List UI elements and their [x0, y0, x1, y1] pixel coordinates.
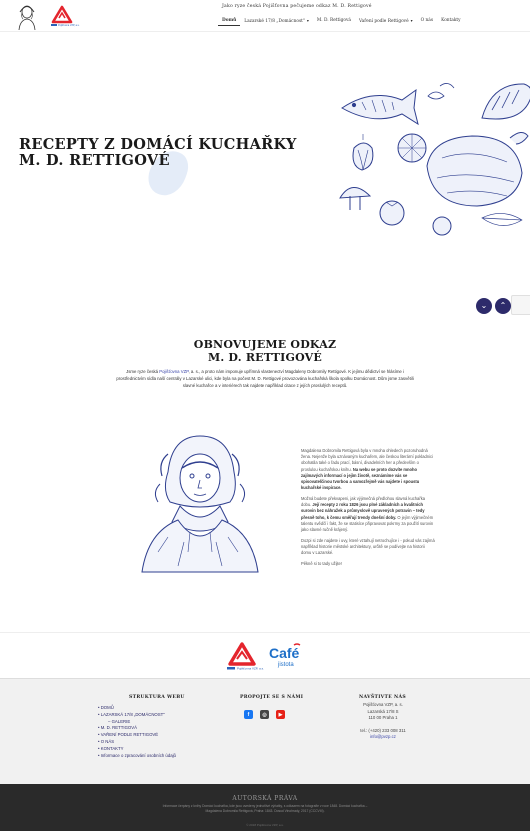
footer-link-about[interactable]: • O NÁS	[98, 739, 176, 746]
footer-link-home[interactable]: • DOMŮ	[98, 705, 176, 712]
hero-title: RECEPTY Z DOMÁCÍ KUCHAŘKY M. D. RETTIGOVÉ	[19, 136, 297, 169]
nav-item-about[interactable]: O nás	[420, 18, 434, 23]
facebook-icon[interactable]: f	[244, 710, 253, 719]
food-illustration	[332, 78, 530, 243]
site-footer	[0, 678, 530, 784]
chevron-down-icon: ▾	[410, 18, 413, 23]
scroll-up-button[interactable]	[495, 298, 511, 314]
chevron-down-icon: ▾	[306, 18, 309, 23]
nav-item-contacts[interactable]: Kontakty	[441, 18, 461, 23]
site-header	[0, 0, 530, 32]
recaptcha-badge[interactable]	[511, 295, 530, 315]
youtube-icon[interactable]: ▶	[276, 710, 285, 719]
footer-link-lazarska[interactable]: • LAZARSKÁ 17/8 „DOMÁCNOST"	[98, 712, 176, 719]
pojistovna-link[interactable]: Pojišťovna VZP	[159, 369, 189, 374]
fish-illustration	[342, 90, 418, 124]
copyright-title: AUTORSKÁ PRÁVA	[232, 795, 298, 802]
contact-company: Pojišťovna VZP, a. s.	[363, 702, 403, 707]
contact-email[interactable]: info@pvzp.cz	[370, 734, 396, 740]
garlic-illustration	[353, 134, 373, 170]
contact-phone[interactable]: tel.: (+420) 233 008 311	[360, 727, 406, 733]
contact-street: Lazarská 17/8 S	[367, 708, 399, 714]
intro-text: Jsme ryze česká Pojišťovna VZP, a. s., a proto nám imponuje upřímná vlastenectví Magdaleny Dobromily Rettigové. K jejímu dědictví se hlásíme i prostřednictvím sídla naší centrály v Lazarské ulici, kde byla na počest M. D. Rettigové provozována kuchařská škola spolku Domácnost. Dům jsme zasvětili slavné kuchařce a v interiérech tak najdete například citace z jejích proslulých receptů.	[116, 369, 414, 388]
instagram-icon[interactable]: ◎	[260, 710, 269, 719]
lemon-illustration	[398, 134, 426, 162]
copyright-text: Informace čerpány z knihy Domácí kuchařka, kde jsou uvedeny jednotlivé výňatky, s odkazem na fotografie v roce 1848. Domácí kuchařka – Magdalena Dobromila Rettigová, Praha: 1843. Dosud Vinohrady, 2017 (CCCVIII).	[162, 804, 368, 813]
footer-contact	[353, 702, 413, 741]
footer-structure-title: STRUKTURA WEBU	[129, 695, 185, 700]
partner-caption: Pojišťovna VZP, a.s.	[237, 666, 264, 671]
footer-link-cooking[interactable]: • VAŘENÍ PODLE RETTIGOVÉ	[98, 732, 176, 739]
bread-illustration	[482, 84, 530, 119]
tomato-illustration	[380, 201, 451, 235]
roast-chicken-illustration	[427, 132, 528, 206]
contact-city: 110 00 Praha 1	[368, 715, 398, 721]
social-links	[244, 710, 285, 719]
footer-visit-title: NAVŠTIVTE NÁS	[359, 695, 406, 700]
biography-text	[301, 448, 435, 571]
intro-title: OBNOVUJEME ODKAZ M. D. RETTIGOVÉ	[193, 338, 337, 364]
footer-link-privacy[interactable]: • Informace o zpracování osobních údajů	[98, 753, 176, 760]
footer-social-title: PROPOJTE SE S NÁMI	[240, 695, 304, 700]
jistota-word: jistota	[278, 662, 294, 668]
bio-closing: Pěkně si to tady užijte!	[301, 560, 342, 566]
bio-paragraph: Magdalena Dobromila Rettigová byla v mnoha ohledech pozoruhodná žena. Nejenže byla uznávaným kuchařem, ale českou literární pokladnici obohatila také o řadu prací, básní, divadelních her a především o proslulou kuchařskou knihu. Na webu se proto dozvíte mnoho zajímavých informací o jejím životě, seznámíme vás se spisovatelčinou tvorbou a samozřejmě vás najdete i spoustu kuchařské inspirace.	[301, 448, 433, 491]
chevron-down-icon: ⌄	[480, 301, 488, 310]
scroll-down-button[interactable]	[476, 298, 492, 314]
rettigova-portrait	[138, 432, 262, 572]
copyright-notice: © 2018 Pojišťovna VZP, a.s.	[246, 823, 284, 827]
footer-link-list	[98, 705, 176, 759]
main-nav	[218, 16, 465, 26]
nav-item-home[interactable]: Domů	[218, 16, 240, 26]
footer-link-gallery[interactable]: – GALERIE	[98, 719, 176, 726]
bio-paragraph: Dozpi si zde najdete i uvy, které vztahují netrochujíce i - pokud vás zajímá například historie městské architektury, určitě se podívejte na historii domu v Lazarské.	[301, 537, 435, 556]
mushroom-illustration	[340, 187, 370, 210]
pojistovna-vzp-logo[interactable]	[224, 640, 264, 673]
footer-link-contacts[interactable]: • KONTAKTY	[98, 746, 176, 753]
nav-item-lazarska[interactable]: Lazarské 17/8 „Domácnost" ▾	[244, 18, 309, 24]
partners-strip	[0, 632, 530, 678]
copyright-bar	[0, 784, 530, 831]
rettigova-portrait-logo[interactable]	[16, 3, 38, 30]
pojistovna-vzp-logo[interactable]	[49, 4, 80, 28]
header-tagline: Jako ryze česká Pojišťovna pečujeme odkaz M. D. Rettigové	[222, 4, 372, 9]
footer-link-rettigova[interactable]: • M. D. RETTIGOVÁ	[98, 725, 176, 732]
cafe-word: Café	[269, 645, 300, 661]
chevron-up-icon: ⌃	[499, 301, 507, 310]
brand-caption: Pojišťovna VZP, a.s.	[58, 24, 80, 27]
cafe-jistota-logo[interactable]	[268, 643, 308, 669]
bio-paragraph: Možná budete překvapeni, jak výjimečná předlohou slavná kuchařka dobu. Její recepty z roku 1826 jsou plné základních a kvalitních surovin bez náhražek a průmyslově upravených potravin – tedy přesně toho, k čemu směřují trendy dnešní doby. O jejím výjimečném talentu svědčí i fakt, že se statisíce připravovat pokrmy za použití surovin jako slavné ručně krájený.	[301, 495, 434, 532]
nav-item-rettigova[interactable]: M. D. Rettigová	[316, 18, 351, 23]
nav-item-cooking[interactable]: Vaření podle Rettigové ▾	[358, 18, 413, 24]
